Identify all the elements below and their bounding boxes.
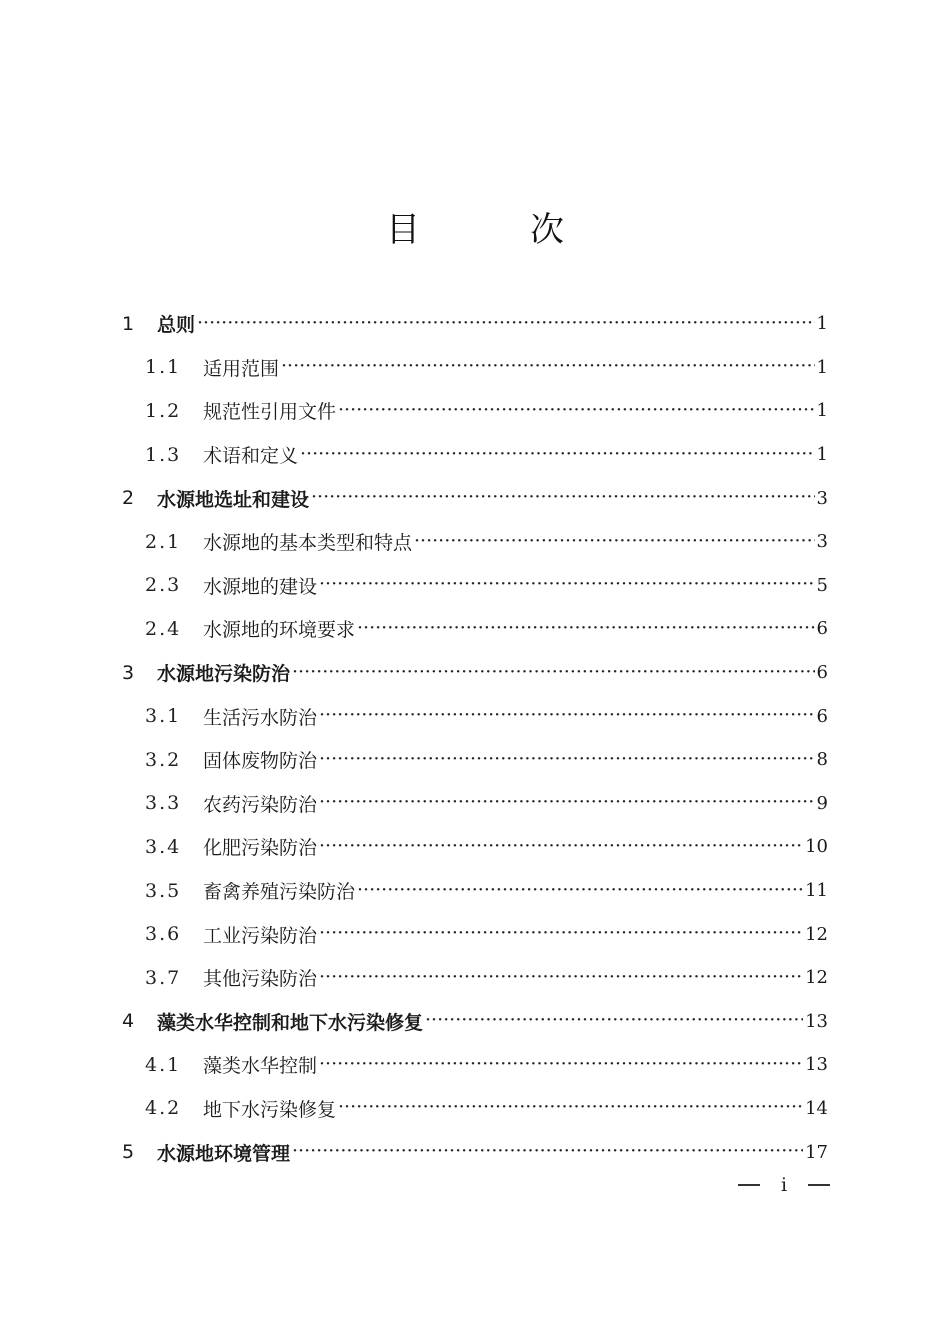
toc-entry-3-6[interactable] [122,912,828,956]
toc-dot-leader [319,923,803,945]
toc-entry-label: 水源地的建设 [203,575,318,598]
toc-entry-page: 9 [816,792,828,814]
toc-entry-3-5[interactable] [122,869,828,913]
toc-dot-leader [319,836,803,858]
toc-entry-page: 1 [816,444,828,466]
toc-entry-number: 3.5 [145,879,182,902]
toc-entry-2-3[interactable] [122,564,828,608]
toc-dot-leader [319,967,803,989]
toc-dot-leader [338,1097,803,1119]
page-footer [738,1174,830,1196]
toc-entry-page: 12 [805,923,828,945]
toc-entry-label: 藻类水华控制和地下水污染修复 [157,1011,424,1034]
page-title [0,208,950,252]
toc-dot-leader [281,356,815,378]
toc-entry-label: 术语和定义 [203,445,299,468]
toc-entry-4-2[interactable] [122,1087,828,1131]
toc-entry-label: 农药污染防治 [203,793,318,816]
toc-dot-leader [425,1010,803,1032]
toc-entry-number: 3.3 [145,792,182,815]
toc-entry-label: 化肥污染防治 [203,837,318,860]
toc-entry-page: 1 [816,313,828,335]
toc-entry-1-1[interactable] [122,346,828,390]
toc-entry-label: 总则 [157,314,196,337]
toc-entry-label: 藻类水华控制 [203,1055,318,1078]
toc-entry-1-3[interactable] [122,433,828,477]
toc-entry-page: 11 [805,880,828,902]
toc-entry-label: 工业污染防治 [203,924,318,947]
toc-dot-leader [319,1054,803,1076]
toc-dot-leader [292,1141,803,1163]
toc-entry-number: 1.2 [145,399,182,422]
toc-entry-page: 13 [805,1054,828,1076]
toc-dot-leader [319,749,815,771]
toc-entry-number: 2.1 [145,530,182,553]
page-title-right: 次 [530,210,564,250]
toc-entry-page: 6 [816,662,828,684]
toc-entry-2[interactable] [122,476,828,520]
toc-entry-label: 水源地环境管理 [157,1142,291,1165]
toc-entry-number: 3 [122,661,135,684]
toc-entry-label: 其他污染防治 [203,968,318,991]
toc-entry-page: 14 [805,1097,828,1119]
toc-entry-4-1[interactable] [122,1043,828,1087]
toc-entry-number: 1.3 [145,443,182,466]
toc-entry-number: 1 [122,312,135,335]
toc-dot-leader [319,574,815,596]
toc-dot-leader [197,313,815,335]
toc-entry-page: 5 [816,574,828,596]
toc-entry-3-2[interactable] [122,738,828,782]
toc-dot-leader [414,531,815,553]
toc-entry-label: 生活污水防治 [203,706,318,729]
toc-entry-number: 4.2 [145,1097,182,1120]
toc-entry-page: 6 [816,705,828,727]
footer-dash-left [738,1184,760,1186]
toc-dot-leader [292,662,815,684]
toc-entry-number: 5 [122,1141,135,1164]
page-title-left: 目 [386,210,420,250]
toc-entry-3[interactable] [122,651,828,695]
toc-entry-4[interactable] [122,1000,828,1044]
toc-entry-1[interactable] [122,302,828,346]
toc-entry-number: 3.2 [145,748,182,771]
toc-entry-number: 2.4 [145,617,182,640]
toc-entry-page: 13 [805,1010,828,1032]
table-of-contents [122,302,828,1174]
toc-dot-leader [357,880,803,902]
toc-entry-label: 水源地的基本类型和特点 [203,532,413,555]
toc-entry-number: 2.3 [145,574,182,597]
toc-entry-3-3[interactable] [122,782,828,826]
toc-dot-leader [319,792,815,814]
toc-entry-number: 3.1 [145,705,182,728]
toc-entry-label: 适用范围 [203,357,280,380]
toc-entry-number: 4 [122,1010,135,1033]
toc-entry-3-1[interactable] [122,694,828,738]
toc-entry-number: 1.1 [145,356,182,379]
toc-entry-number: 3.7 [145,966,182,989]
toc-entry-5[interactable] [122,1130,828,1174]
toc-entry-2-1[interactable] [122,520,828,564]
toc-dot-leader [357,618,815,640]
toc-entry-number: 3.6 [145,923,182,946]
toc-dot-leader [311,487,815,509]
toc-dot-leader [319,705,815,727]
toc-entry-label: 地下水污染修复 [203,1098,337,1121]
toc-dot-leader [300,444,815,466]
toc-entry-page: 10 [805,836,828,858]
toc-entry-label: 水源地的环境要求 [203,619,356,642]
toc-entry-page: 3 [816,487,828,509]
toc-entry-page: 1 [816,400,828,422]
toc-entry-3-7[interactable] [122,956,828,1000]
toc-entry-label: 固体废物防治 [203,750,318,773]
toc-entry-number: 4.1 [145,1053,182,1076]
toc-entry-page: 17 [805,1141,828,1163]
toc-entry-number: 3.4 [145,835,182,858]
toc-entry-page: 6 [816,618,828,640]
toc-dot-leader [338,400,815,422]
toc-entry-label: 规范性引用文件 [203,401,337,424]
page-number: i [780,1174,788,1196]
toc-entry-label: 水源地污染防治 [157,663,291,686]
toc-entry-page: 8 [816,749,828,771]
toc-entry-label: 畜禽养殖污染防治 [203,881,356,904]
toc-entry-page: 3 [816,531,828,553]
toc-entry-page: 12 [805,967,828,989]
toc-entry-3-4[interactable] [122,825,828,869]
toc-entry-2-4[interactable] [122,607,828,651]
toc-entry-label: 水源地选址和建设 [157,488,310,511]
footer-dash-right [808,1184,830,1186]
toc-entry-number: 2 [122,487,135,510]
toc-entry-1-2[interactable] [122,389,828,433]
toc-entry-page: 1 [816,356,828,378]
